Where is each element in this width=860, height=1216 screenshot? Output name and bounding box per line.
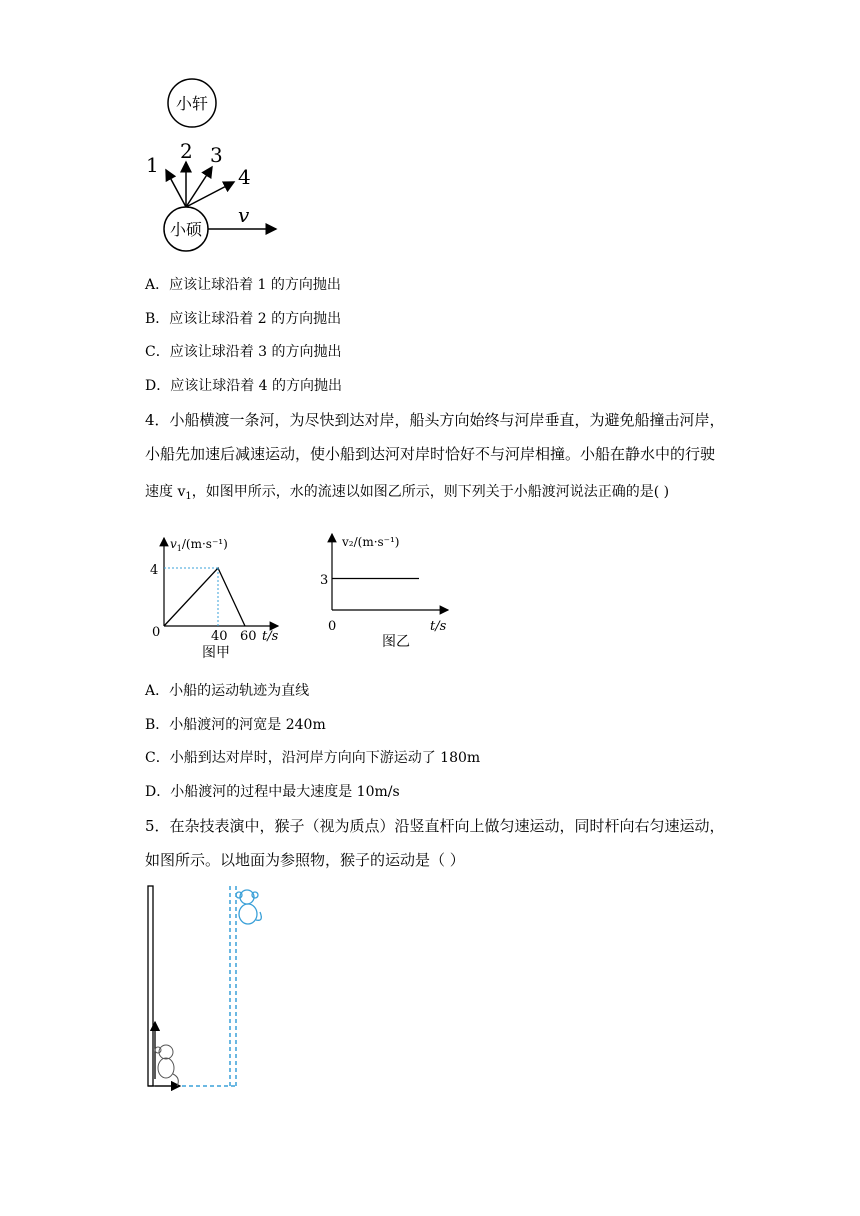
jia-ylabel: $v_1/(m\cdot s^{-1})$ <box>170 537 228 553</box>
monkey-bottom-icon <box>155 1045 178 1086</box>
q3-option-b: B．应该让球沿着 2 的方向抛出 <box>145 311 342 327</box>
q4-option-b: B．小船渡河的河宽是 240m <box>145 717 326 733</box>
yi-xlabel: t/s <box>430 619 447 634</box>
top-person-label: 小轩 <box>175 94 209 113</box>
monkey-top-icon <box>236 890 261 924</box>
q3-option-d: D．应该让球沿着 4 的方向抛出 <box>145 378 343 394</box>
monkey-pole-figure <box>140 884 280 1094</box>
q3-option-c: C．应该让球沿着 3 的方向抛出 <box>145 344 342 360</box>
bottom-person-label: 小硕 <box>169 220 203 239</box>
q4-option-c: C．小船到达对岸时，沿河岸方向向下游运动了 180m <box>145 750 481 766</box>
jia-x-tick-40: 40 <box>211 629 228 644</box>
jia-y-tick: 4 <box>150 563 159 578</box>
q4-stem-line3 <box>145 482 669 507</box>
q4-stem-line1: 4．小船横渡一条河，为尽快到达对岸，船头方向始终与河岸垂直，为避免船撞击河岸， <box>145 411 725 429</box>
chart-yi <box>300 528 460 654</box>
yi-origin: 0 <box>328 619 337 634</box>
jia-xlabel: t/s <box>262 629 279 644</box>
yi-caption: 图乙 <box>382 634 410 650</box>
q4-speed-subscript: 1 <box>185 491 192 502</box>
chart-jia <box>140 528 310 664</box>
jia-origin: 0 <box>152 625 161 640</box>
q4-stem-tail: ，如图甲所示，水的流速以如图乙所示，则下列关于小船渡河说法正确的是( ) <box>191 484 670 500</box>
q5-stem-line2: 如图所示。以地面为参照物，猴子的运动是（ ） <box>145 851 465 869</box>
jia-caption: 图甲 <box>202 645 230 661</box>
yi-ylabel: v₂/(m·s⁻¹) <box>342 535 400 549</box>
direction-2-label: 2 <box>180 139 193 163</box>
yi-y-tick: 3 <box>320 573 329 588</box>
jia-series-line <box>164 568 245 626</box>
direction-3-label: 3 <box>210 143 223 167</box>
q4-option-a: A．小船的运动轨迹为直线 <box>145 683 310 699</box>
velocity-label: v <box>238 203 250 227</box>
q4-speed-text: 速度 v <box>145 484 186 500</box>
direction-1-arrow <box>166 170 186 207</box>
direction-1-label: 1 <box>146 153 159 177</box>
q3-option-a: A．应该让球沿着 1 的方向抛出 <box>145 277 341 293</box>
pole <box>148 886 153 1086</box>
throw-direction-figure <box>140 78 290 258</box>
direction-4-arrow <box>186 182 234 207</box>
q4-option-d: D．小船渡河的过程中最大速度是 10m/s <box>145 784 400 800</box>
direction-4-label: 4 <box>238 165 251 189</box>
q4-stem-line2: 小船先加速后减速运动，使小船到达河对岸时恰好不与河岸相撞。小船在静水中的行驶 <box>145 445 716 463</box>
q5-stem-line1: 5．在杂技表演中，猴子（视为质点）沿竖直杆向上做匀速运动，同时杆向右匀速运动， <box>145 817 725 835</box>
jia-x-tick-60: 60 <box>240 629 257 644</box>
